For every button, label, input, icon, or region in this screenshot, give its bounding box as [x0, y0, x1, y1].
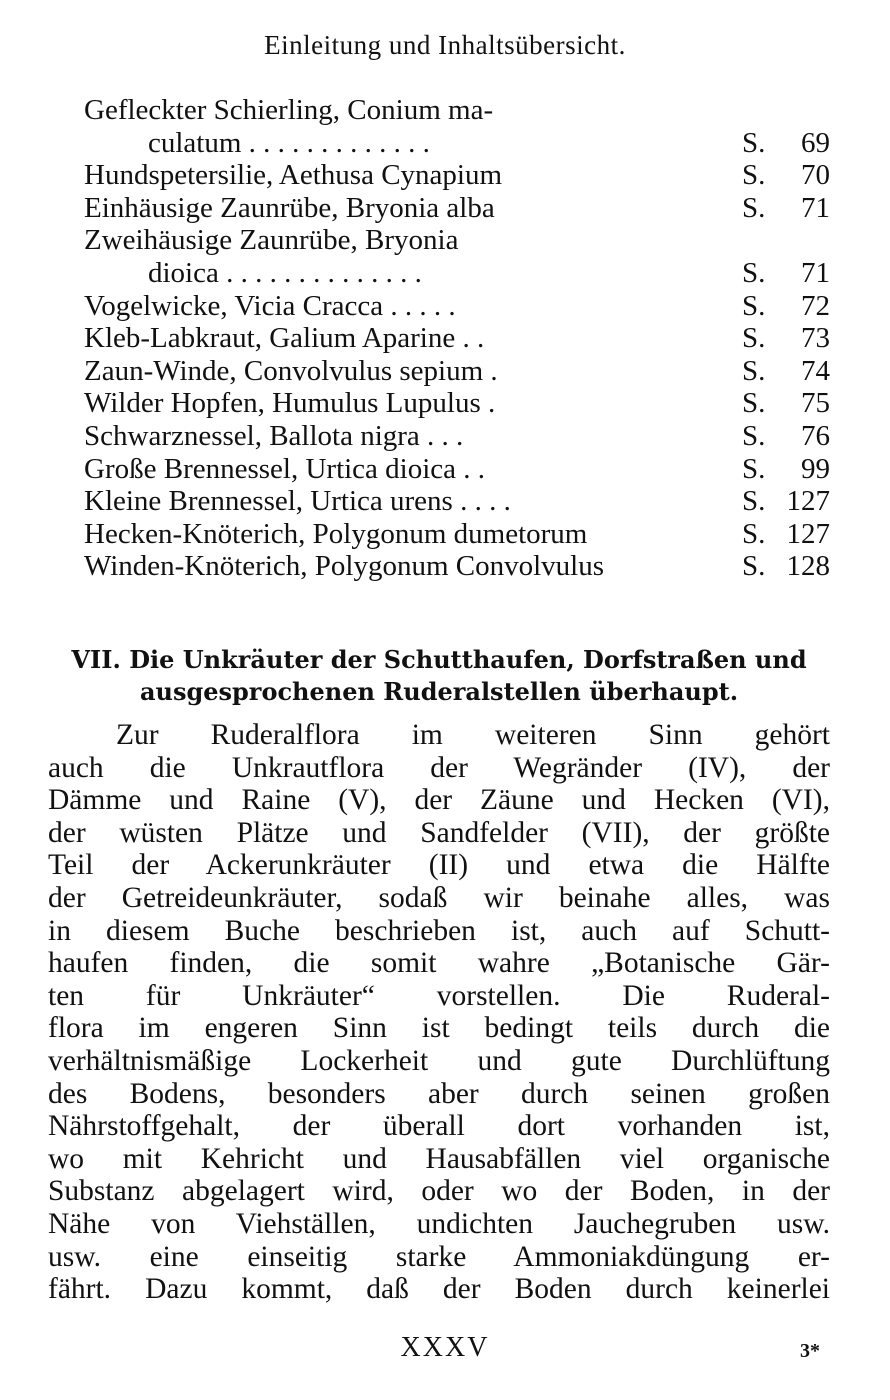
toc-entry	[84, 322, 834, 355]
toc-entry	[84, 94, 834, 127]
toc-entry-title: Zweihäusige Zaunrübe, Bryonia	[84, 224, 459, 257]
table-of-contents	[84, 94, 834, 583]
toc-entry	[84, 387, 834, 420]
toc-page-prefix: S.	[742, 289, 766, 322]
toc-entry-title: Gefleckter Schierling, Conium ma-	[84, 94, 494, 126]
toc-entry-title: Große Brennessel, Urtica dioica . .	[84, 452, 486, 485]
toc-page-prefix: S.	[742, 485, 766, 518]
body-paragraph	[48, 719, 830, 1306]
toc-page-number: 127	[786, 517, 830, 550]
text-line: usw. eine einseitig starke Ammoniakdüngung er-	[48, 1240, 830, 1273]
toc-page-number: 99	[801, 452, 830, 485]
text-line: haufen finden, die somit wahre „Botanische Gär-	[48, 947, 830, 980]
toc-entry	[84, 420, 834, 453]
toc-page-prefix: S.	[742, 354, 766, 387]
toc-entry	[84, 453, 834, 486]
toc-entry-title: Wilder Hopfen, Humulus Lupulus .	[84, 387, 496, 420]
text-line: wo mit Kehricht und Hausabfällen viel organische	[48, 1142, 830, 1175]
toc-page-prefix: S.	[742, 550, 766, 583]
toc-page-prefix: S.	[742, 322, 766, 355]
text-line: Dämme und Raine (V), der Zäune und Hecken (VI),	[48, 784, 830, 817]
text-line: der wüsten Plätze und Sandfelder (VII), der größte	[48, 816, 830, 849]
toc-entry	[84, 159, 834, 192]
text-line: Substanz abgelagert wird, oder wo der Boden, in der	[48, 1175, 830, 1208]
toc-entry	[84, 224, 834, 257]
toc-page-prefix: S.	[742, 419, 766, 452]
toc-entry	[84, 485, 834, 518]
toc-entry-title: culatum . . . . . . . . . . . . .	[148, 126, 430, 159]
toc-page-number: 74	[801, 354, 830, 387]
toc-page-number: 71	[801, 191, 830, 224]
text-line: der Getreideunkräuter, sodaß wir beinahe alles, was	[48, 881, 830, 914]
toc-entry-title: dioica . . . . . . . . . . . . . .	[148, 256, 422, 289]
section-heading	[48, 644, 830, 708]
toc-entry	[84, 355, 834, 388]
toc-page-prefix: S.	[742, 517, 766, 550]
toc-page-number: 76	[801, 419, 830, 452]
toc-entry-title: Kleb-Labkraut, Galium Aparine . .	[84, 322, 485, 355]
toc-page-number: 73	[801, 322, 830, 355]
toc-page-prefix: S.	[742, 452, 766, 485]
text-line: auch die Unkrautflora der Wegränder (IV), der	[48, 751, 830, 784]
toc-page-prefix: S.	[742, 256, 766, 289]
toc-page-prefix: S.	[742, 159, 766, 192]
text-line: verhältnismäßige Lockerheit und gute Durchlüftung	[48, 1044, 830, 1077]
toc-page-prefix: S.	[742, 126, 766, 159]
text-line: Teil der Ackerunkräuter (II) und etwa die Hälfte	[48, 849, 830, 882]
text-line: ten für Unkräuter“ vorstellen. Die Ruderal-	[48, 979, 830, 1012]
section-heading-line-2: ausgesprochenen Ruderalstellen überhaupt.	[139, 677, 739, 706]
text-line: Nährstoffgehalt, der überall dort vorhanden ist,	[48, 1110, 830, 1143]
toc-entry	[84, 290, 834, 323]
toc-entry-title: Winden-Knöterich, Polygonum Convolvulus	[84, 550, 604, 583]
toc-page-number: 70	[801, 159, 830, 192]
toc-entry	[84, 518, 834, 551]
toc-entry	[84, 550, 834, 583]
toc-entry-title: Vogelwicke, Vicia Cracca . . . . .	[84, 289, 456, 322]
text-line: des Bodens, besonders aber durch seinen großen	[48, 1077, 830, 1110]
text-line: Zur Ruderalflora im weiteren Sinn gehört	[116, 719, 830, 751]
toc-entry	[84, 127, 834, 160]
text-line: fährt. Dazu kommt, daß der Boden durch keinerlei	[48, 1273, 830, 1306]
toc-page-number: 128	[786, 550, 830, 583]
toc-entry-title: Hundspetersilie, Aethusa Cynapium	[84, 159, 503, 192]
toc-entry-title: Zaun-Winde, Convolvulus sepium .	[84, 354, 498, 387]
toc-entry-title: Kleine Brennessel, Urtica urens . . . .	[84, 485, 511, 518]
text-line: in diesem Buche beschrieben ist, auch auf Schutt-	[48, 914, 830, 947]
page-folio: XXXV	[400, 1332, 490, 1363]
toc-entry-title: Einhäusige Zaunrübe, Bryonia alba	[84, 191, 495, 224]
toc-page-number: 127	[786, 485, 830, 518]
toc-page-number: 71	[801, 256, 830, 289]
toc-page-number: 75	[801, 387, 830, 420]
toc-page-number: 69	[801, 126, 830, 159]
toc-page-number: 72	[801, 289, 830, 322]
toc-page-prefix: S.	[742, 387, 766, 420]
running-head: Einleitung und Inhaltsübersicht.	[264, 30, 626, 60]
toc-entry-title: Hecken-Knöterich, Polygonum dumetorum	[84, 517, 588, 550]
toc-entry	[84, 192, 834, 225]
toc-entry-title: Schwarznessel, Ballota nigra . . .	[84, 419, 464, 452]
toc-entry	[84, 257, 834, 290]
text-line: flora im engeren Sinn ist bedingt teils durch die	[48, 1012, 830, 1045]
text-line: Nähe von Viehställen, undichten Jauchegruben usw.	[48, 1207, 830, 1240]
signature-mark: 3*	[800, 1340, 820, 1362]
section-heading-line-1: VII. Die Unkräuter der Schutthaufen, Dorfstraßen und	[71, 645, 807, 674]
toc-page-prefix: S.	[742, 191, 766, 224]
